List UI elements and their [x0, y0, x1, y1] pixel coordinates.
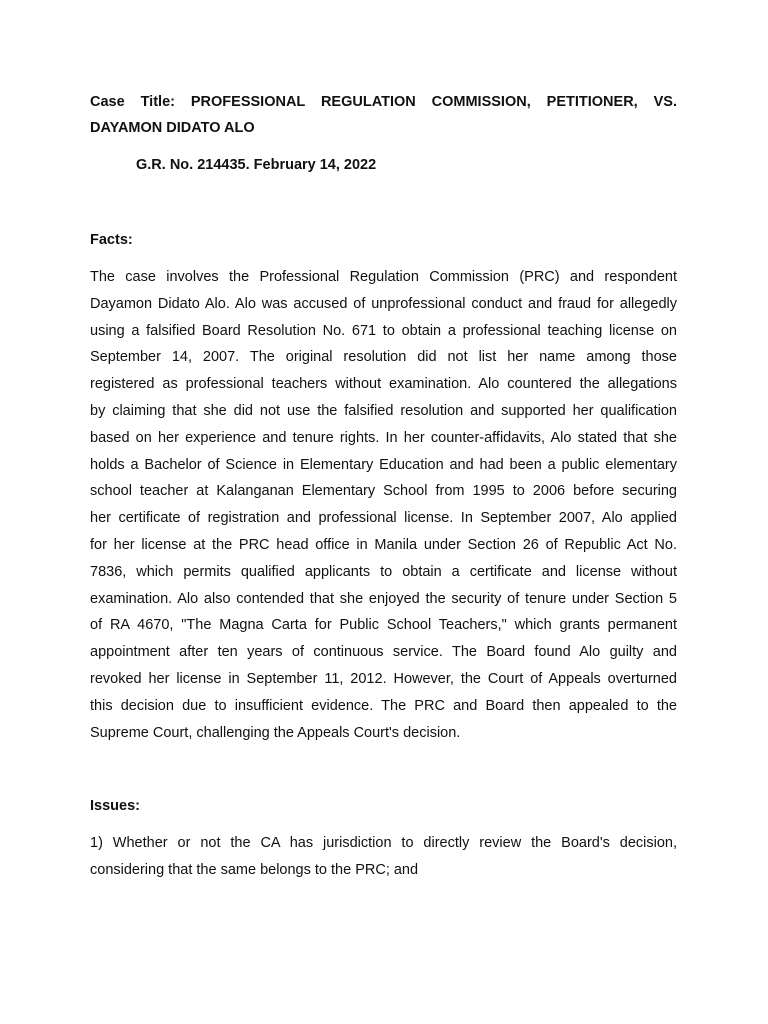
issue-line: considering that the same belongs to the PRC; and — [90, 862, 419, 878]
facts-heading: Facts: — [90, 232, 133, 248]
facts-line: Supreme Court, challenging the Appeals Court's decision. — [90, 724, 461, 741]
facts-line: for her license at the PRC head office in Manila under Section 26 of Republic Act No. — [90, 537, 677, 553]
facts-line: Dayamon Didato Alo. Alo was accused of unprofessional conduct and fraud for allegedly — [90, 295, 677, 312]
facts-line: this decision due to insufficient evidence. The PRC and Board then appealed to the — [90, 697, 677, 714]
case-title-line-2: DAYAMON DIDATO ALO — [90, 120, 255, 136]
issues-heading: Issues: — [90, 798, 140, 814]
facts-line: registered as professional teachers without examination. Alo countered the allegations — [90, 376, 677, 393]
gr-number-date: G.R. No. 214435. February 14, 2022 — [136, 157, 377, 173]
facts-line: The case involves the Professional Regulation Commission (PRC) and respondent — [90, 269, 677, 285]
facts-line: her certificate of registration and professional license. In September 2007, Alo applied — [90, 510, 677, 527]
facts-line: examination. Alo also contended that she enjoyed the security of tenure under Section 5 — [90, 590, 677, 607]
facts-line: of RA 4670, "The Magna Carta for Public School Teachers," which grants permanent — [90, 617, 677, 634]
facts-line: school teacher at Kalanganan Elementary School from 1995 to 2006 before securing — [90, 483, 677, 500]
facts-line: using a falsified Board Resolution No. 671 to obtain a professional teaching license on — [90, 322, 677, 339]
facts-line: revoked her license in September 11, 2012. However, the Court of Appeals overturned — [90, 671, 677, 687]
facts-line: based on her experience and tenure rights. In her counter-affidavits, Alo stated that she — [90, 429, 677, 446]
issue-line: 1) Whether or not the CA has jurisdiction to directly review the Board's decision, — [90, 835, 677, 851]
facts-line: appointment after ten years of continuous service. The Board found Alo guilty and — [90, 644, 677, 661]
facts-line: September 14, 2007. The original resolution did not list her name among those — [90, 349, 677, 366]
case-title-line-1: Case Title: PROFESSIONAL REGULATION COMMISSION, PETITIONER, VS. — [90, 94, 677, 110]
facts-line: holds a Bachelor of Science in Elementary Education and had been a public elementary — [90, 456, 677, 473]
facts-line: 7836, which permits qualified applicants to obtain a certificate and license without — [90, 563, 677, 580]
facts-line: by claiming that she did not use the falsified resolution and supported her qualification — [90, 403, 677, 419]
